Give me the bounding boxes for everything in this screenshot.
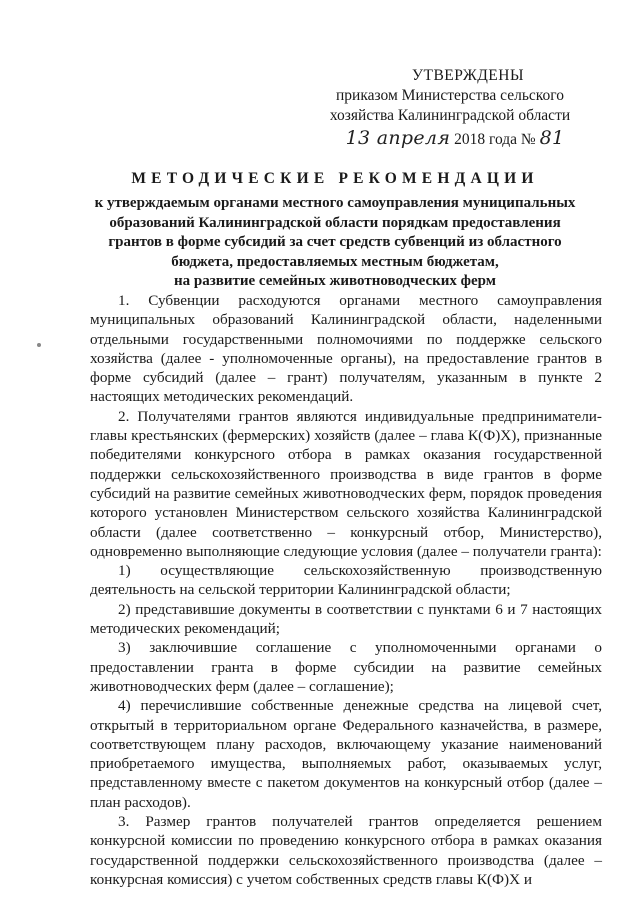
document-heading <box>70 170 600 292</box>
paragraph-2-item-3: 3) заключившие соглашение с уполномоченными органами о предоставлении гранта в форме субсидии на развитие семейных животноводческих ферм (далее – соглашение); <box>90 639 602 695</box>
subtitle-line: грантов в форме субсидий за счет средств субвенций из областного <box>108 234 562 251</box>
document-subtitle <box>70 194 600 292</box>
scan-speck <box>37 343 41 347</box>
approval-order-line: приказом Министерства сельского <box>335 87 564 104</box>
subtitle-line: к утверждаемым органами местного самоуправления муниципальных <box>94 195 576 211</box>
approval-date-handwritten: 13 апреля <box>345 127 451 149</box>
paragraph-3: 3. Размер грантов получателей грантов определяется решением конкурсной комиссии по проведению конкурсного отбора в рамках оказания государственной поддержки сельскохозяйственного производства (далее – конкурсная комиссия) с учетом собственных средств главы К(Ф)Х и <box>90 813 602 888</box>
approval-ministry-line: хозяйства Калининградской области <box>329 107 571 124</box>
document-title: МЕТОДИЧЕСКИЕ РЕКОМЕНДАЦИИ <box>131 170 539 187</box>
document-body <box>90 291 602 889</box>
paragraph-1: 1. Субвенции расходуются органами местного самоуправления муниципальных образований Калининградской области, наделенными отдельными государственными полномочиями по поддержке сельского хозяйства (далее - уполномоченные органы), на предоставление грантов в форме субсидий (далее – грант) получателям, указанным в пункте 2 настоящих методических рекомендаций. <box>90 292 602 406</box>
approval-stamp-block <box>300 66 600 150</box>
approval-number-handwritten: 81 <box>539 127 565 149</box>
paragraph-2: 2. Получателями грантов являются индивидуальные предприниматели-главы крестьянских (фермерских) хозяйств (далее – глава К(Ф)Х), признанные победителями конкурсного отбора в рамках оказания государственной поддержки сельскохозяйственного производства в виде грантов в форме субсидий на развитие семейных животноводческих ферм, порядок проведения которого установлен Министерством сельского хозяйства Калининградской области (далее соответственно – конкурсный отбор, Министерство), одновременно выполняющие следующие условия (далее – получатели гранта): <box>90 407 602 560</box>
subtitle-line: образований Калининградской области порядкам предоставления <box>109 214 561 231</box>
paragraph-2-item-1: 1) осуществляющие сельскохозяйственную производственную деятельность на сельской территории Калининградской области; <box>90 562 602 599</box>
approval-date-year: 2018 года № <box>454 131 536 148</box>
approval-date-row <box>300 128 600 150</box>
paragraph-2-item-4: 4) перечислившие собственные денежные средства на лицевой счет, открытый в территориальном органе Федерального казначейства, в размере, соответствующем плану расходов, включающему указание наименований приобретаемого имущества, выполняемых работ, оказываемых услуг, представленному вместе с пакетом документов на конкурсный отбор (далее – план расходов). <box>90 697 602 811</box>
paragraph-2-item-2: 2) представившие документы в соответствии с пунктами 6 и 7 настоящих методических рекомендаций; <box>90 600 602 638</box>
subtitle-line: на развитие семейных животноводческих ферм <box>173 273 497 290</box>
approval-title: УТВЕРЖДЕНЫ <box>412 67 524 84</box>
subtitle-line: бюджета, предоставляемых местным бюджетам, <box>171 253 499 270</box>
